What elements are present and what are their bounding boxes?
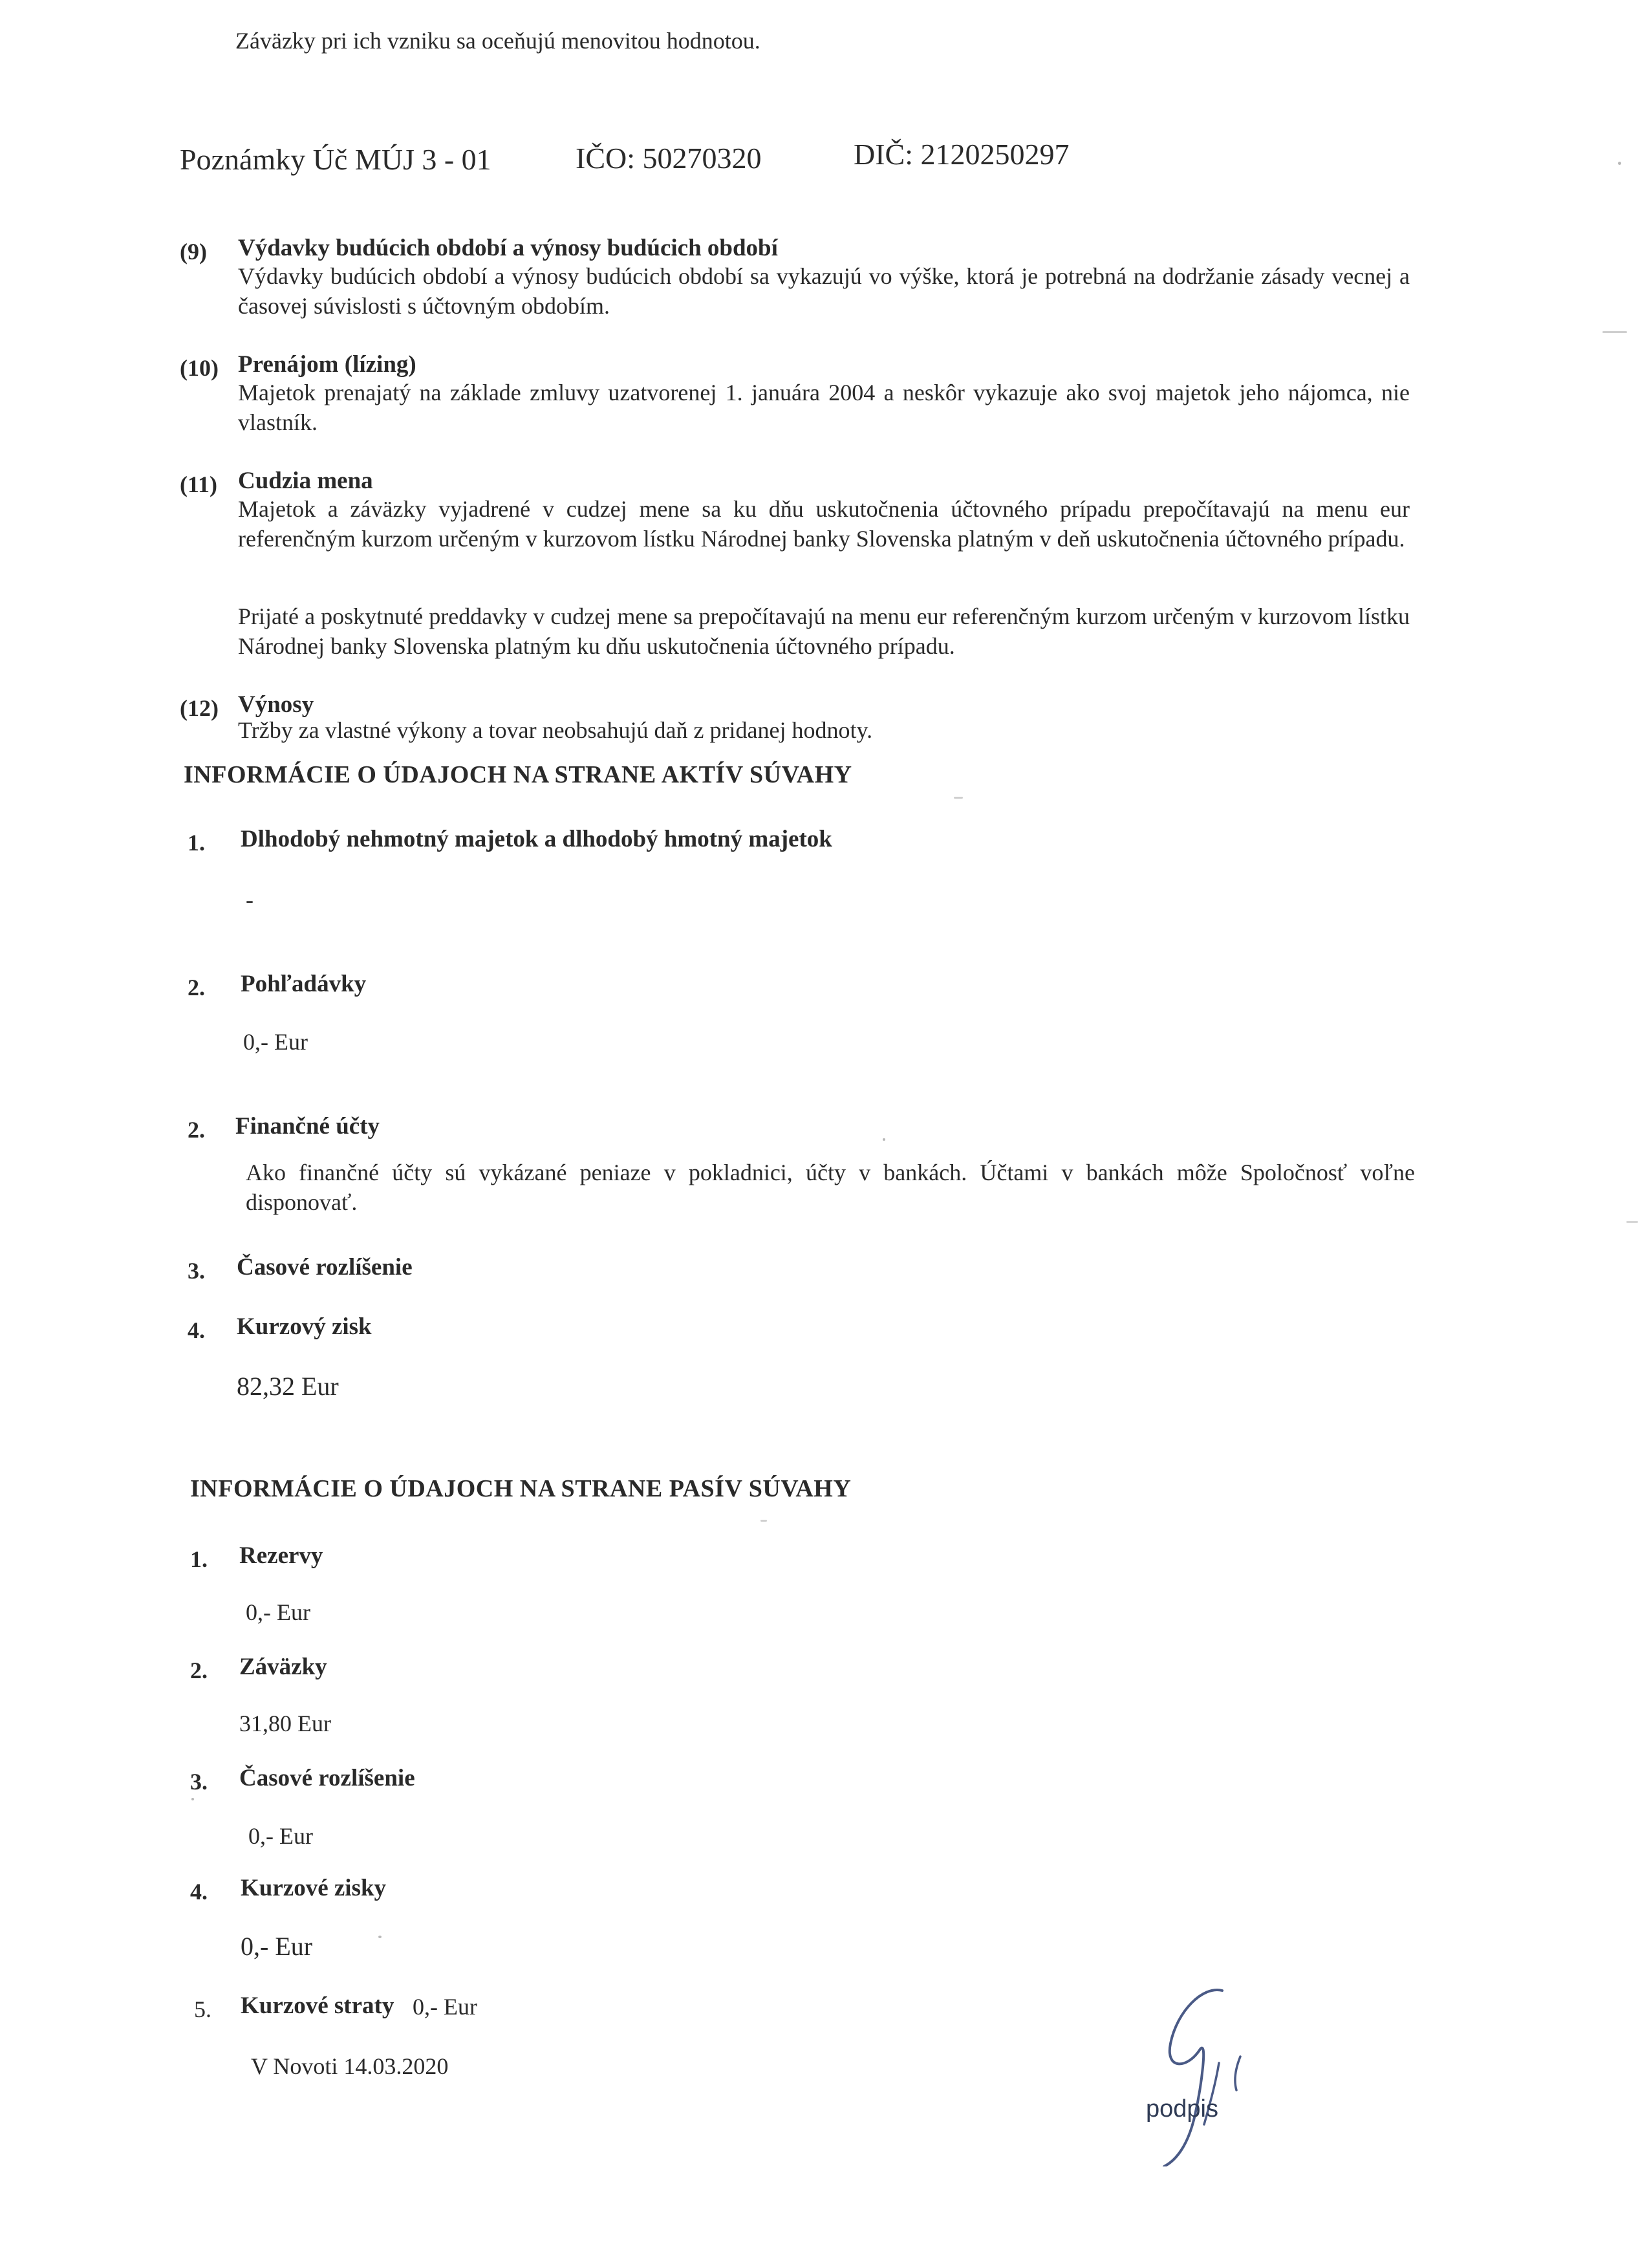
item-number: 2. [188, 1117, 205, 1143]
item-heading: Záväzky [239, 1654, 327, 1680]
scan-speck [883, 1138, 885, 1141]
scan-speck [954, 797, 963, 799]
section-number: (11) [180, 471, 217, 497]
item-value: 82,32 Eur [237, 1372, 339, 1401]
signature [1125, 1972, 1255, 2166]
item-value: 0,- Eur [243, 1029, 308, 1055]
ico-number: IČO: 50270320 [576, 142, 762, 175]
item-heading: Dlhodobý nehmotný majetok a dlhodobý hmotný majetok [241, 826, 832, 852]
item-heading: Rezervy [239, 1542, 323, 1569]
item-number: 2. [188, 975, 205, 1000]
section-paragraph: Výdavky budúcich období a výnosy budúcich období sa vykazujú vo výške, ktorá je potrebná na dodržanie zásady vecnej a časovej súvislosti s účtovným obdobím. [238, 263, 1410, 319]
intro-line: Záväzky pri ich vzniku sa oceňujú menovitou hodnotou. [235, 28, 760, 54]
item-number: 1. [188, 830, 205, 856]
item-number: 5. [194, 1996, 211, 2022]
pasiva-section-title: INFORMÁCIE O ÚDAJOCH NA STRANE PASÍV SÚVAHY [190, 1475, 852, 1502]
item-value: 0,- Eur [241, 1932, 313, 1961]
item-number: 2. [190, 1658, 208, 1683]
scan-speck [1618, 162, 1621, 165]
item-number: 1. [190, 1546, 208, 1572]
section-paragraph: Prijaté a poskytnuté preddavky v cudzej mene sa prepočítavajú na menu eur referenčným kurzom určeným v kurzovom lístku Národnej banky Slovenska platným ku dňu uskutočnenia účtovného prípadu. [238, 603, 1410, 659]
item-heading: Kurzový zisk [237, 1313, 372, 1340]
scan-speck [191, 1798, 194, 1800]
item-number: 3. [188, 1258, 205, 1284]
section-paragraph: Majetok prenajatý na základe zmluvy uzatvorenej 1. januára 2004 a neskôr vykazuje ako svoj majetok jeho nájomca, nie vlastník. [238, 380, 1410, 435]
section-heading: Cudzia mena [238, 468, 373, 494]
section-paragraph: Tržby za vlastné výkony a tovar neobsahujú daň z pridanej hodnoty. [238, 717, 873, 743]
section-number: (12) [180, 695, 219, 721]
item-value: 0,- Eur [246, 1599, 310, 1625]
place-date: V Novoti 14.03.2020 [251, 2053, 449, 2079]
item-value: 0,- Eur [248, 1823, 313, 1849]
section-paragraph: Majetok a záväzky vyjadrené v cudzej mene sa ku dňu uskutočnenia účtovného prípadu prepočítavajú na menu eur referenčným kurzom určeným v kurzovom lístku Národnej banky Slovenska platným v deň uskutočnenia účtovného prípadu. [238, 496, 1410, 552]
scan-speck [1602, 331, 1627, 333]
section-number: (9) [180, 239, 207, 265]
item-value: - [246, 887, 253, 913]
scan-speck [1626, 1221, 1638, 1223]
section-heading: Výdavky budúcich období a výnosy budúcich období [238, 235, 778, 261]
scan-speck [760, 1520, 767, 1522]
item-heading: Kurzové zisky [241, 1875, 387, 1901]
item-heading: Pohľadávky [241, 971, 367, 997]
item-number: 4. [188, 1317, 205, 1343]
signature-label: podpis [1146, 2095, 1218, 2122]
aktiva-section-title: INFORMÁCIE O ÚDAJOCH NA STRANE AKTÍV SÚVAHY [184, 761, 852, 788]
section-number: (10) [180, 355, 219, 381]
item-number: 3. [190, 1769, 208, 1795]
item-heading: Finančné účty [235, 1113, 380, 1139]
section-heading: Prenájom (lízing) [238, 351, 416, 378]
item-value: Ako finančné účty sú vykázané peniaze v pokladnici, účty v bankách. Účtami v bankách môže Spoločnosť voľne disponovať. [246, 1160, 1415, 1215]
item-heading: Časové rozlíšenie [237, 1254, 413, 1280]
item-number: 4. [190, 1879, 208, 1905]
page-title: Poznámky Úč MÚJ 3 - 01 [180, 143, 491, 176]
dic-number: DIČ: 2120250297 [854, 138, 1070, 171]
item-value: 0,- Eur [413, 1994, 477, 2020]
item-value: 31,80 Eur [239, 1711, 331, 1736]
item-heading: Kurzové straty [241, 1993, 394, 2019]
scan-speck [378, 1936, 382, 1938]
section-heading: Výnosy [238, 691, 314, 718]
item-heading: Časové rozlíšenie [239, 1765, 415, 1791]
